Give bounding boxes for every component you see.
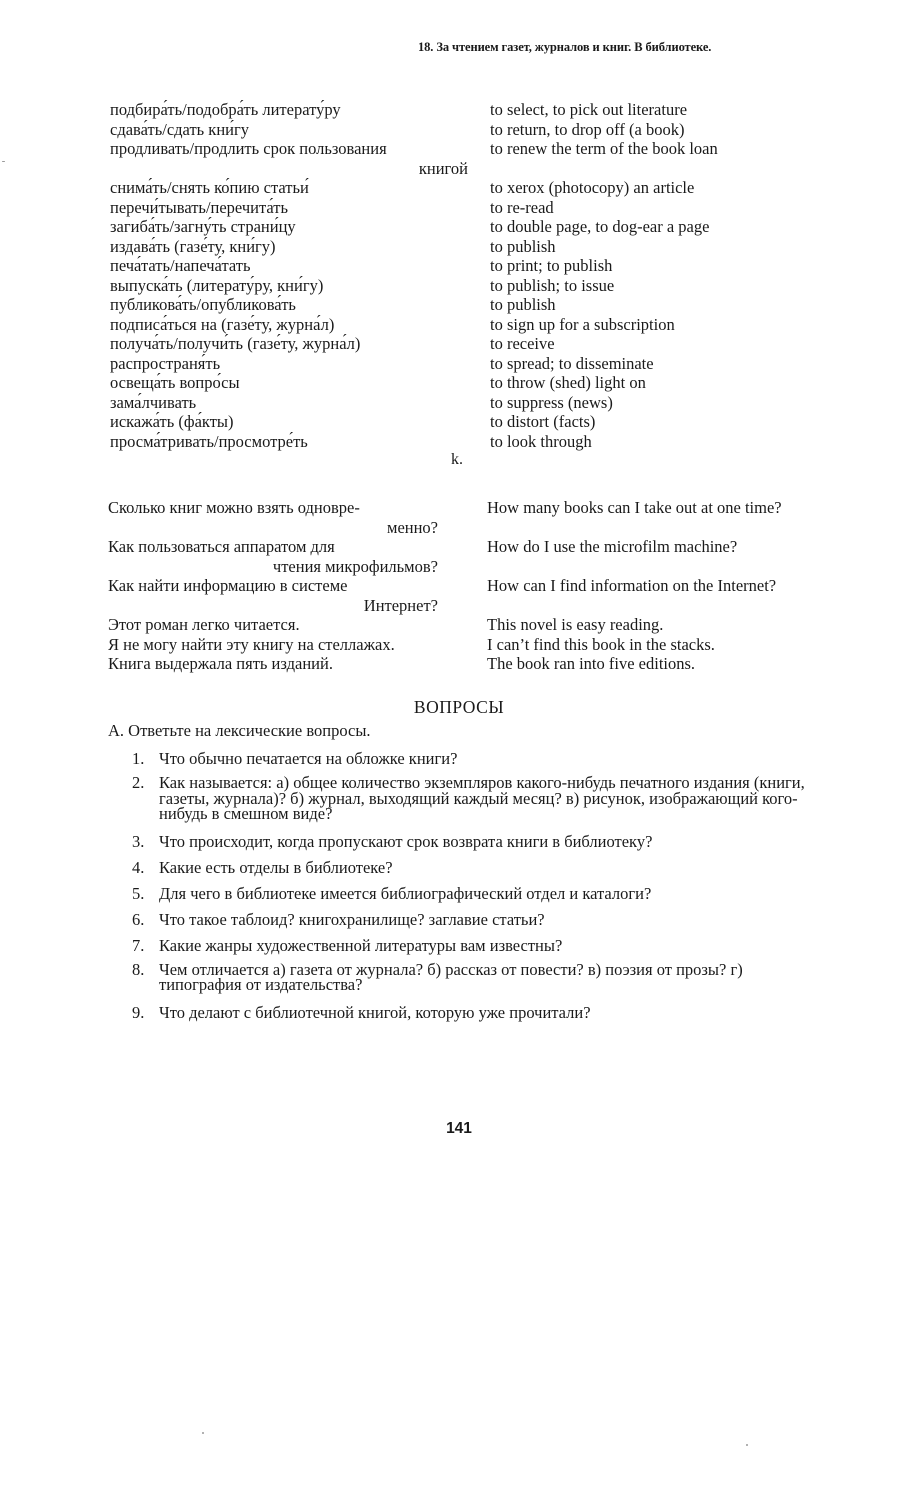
vocab-term-ru: просма́тривать/просмотре́ть [110, 431, 308, 451]
question-item [132, 775, 812, 822]
scan-speck [2, 161, 5, 162]
phrase-row [108, 498, 828, 537]
vocab-term-ru: перечи́тывать/перечита́ть [110, 197, 289, 217]
question-list [132, 749, 812, 1029]
question-item [132, 910, 812, 929]
vocab-term-en: to xerox (photocopy) an article [490, 178, 695, 197]
question-number: 4. [132, 857, 145, 877]
scan-speck [746, 1444, 748, 1446]
question-item [132, 1003, 812, 1022]
question-text: Какие жанры художественной литературы вам известны? [159, 935, 563, 955]
question-number: 1. [132, 749, 145, 768]
phrase-en: How do I use the microfilm machine? [487, 537, 738, 556]
running-header: 18. За чтением газет, журналов и книг. В библиотеке. [418, 40, 712, 54]
question-number: 2. [132, 773, 145, 792]
vocab-row [110, 120, 830, 140]
vocab-row [110, 334, 830, 354]
vocab-term-ru: сдава́ть/сдать кни́гу [110, 119, 250, 139]
vocab-term-ru: подбира́ть/подобра́ть литерату́ру [110, 100, 341, 119]
vocab-term-ru: выпуска́ть (литерату́ру, кни́гу) [110, 275, 324, 295]
vocab-term-ru: снима́ть/снять ко́пию статьи́ [110, 178, 309, 197]
question-text: Чем отличается а) газета от журнала? б) рассказ от повести? в) поэзия от прозы? г) типография от издательства? [159, 959, 743, 994]
vocab-term-en: to sign up for a subscription [490, 314, 675, 334]
question-text: Как называется: а) общее количество экземпляров какого-нибудь печатного издания (книги, газеты, журнала)? б) журнал, выходящий каждый месяц? в) рисунок, изображающий кого-нибудь в смешном виде? [159, 773, 805, 823]
question-item [132, 749, 812, 768]
phrase-ru: Книга выдержала пять изданий. [108, 654, 333, 673]
question-text: Что делают с библиотечной книгой, которую уже прочитали? [159, 1002, 591, 1022]
vocab-term-en: to distort (facts) [490, 412, 596, 431]
phrase-en: I can’t find this book in the stacks. [487, 634, 715, 654]
question-number: 5. [132, 883, 145, 903]
vocab-term-en: to renew the term of the book loan [490, 139, 718, 158]
vocab-term-ru: зама́лчивать [110, 392, 197, 412]
phrase-ru-wrap: чтения микрофильмов? [272, 556, 438, 576]
page-number: 141 [446, 1120, 472, 1137]
vocab-term-en: to re-read [490, 197, 554, 217]
vocab-term-en: to select, to pick out literature [490, 100, 688, 119]
vocab-row [110, 393, 830, 413]
question-text: Что обычно печатается на обложке книги? [159, 749, 458, 768]
vocab-term-en: to receive [490, 334, 555, 353]
question-number: 9. [132, 1002, 145, 1022]
vocab-term-ru: подписа́ться на (газе́ту, журна́л) [110, 314, 335, 334]
vocab-row [110, 315, 830, 335]
question-item [132, 884, 812, 903]
vocab-term-ru-wrap: книгой [418, 158, 468, 178]
stray-mark: k. [451, 451, 463, 468]
phrase-ru [108, 537, 460, 576]
question-number: 8. [132, 959, 145, 979]
vocab-term-ru: искажа́ть (фа́кты) [110, 412, 234, 431]
vocab-row [110, 432, 830, 452]
phrase-row [108, 654, 828, 674]
vocab-term-en: to print; to publish [490, 256, 613, 275]
phrase-en: The book ran into five editions. [487, 654, 696, 673]
task-heading: А. Ответьте на лексические вопросы. [108, 721, 371, 740]
vocab-term-en: to publish; to issue [490, 275, 615, 295]
vocab-row [110, 354, 830, 374]
vocab-row [110, 373, 830, 393]
vocab-term-ru: распространя́ть [110, 353, 221, 373]
question-text: Какие есть отделы в библиотеке? [159, 857, 393, 877]
vocab-term-ru: издава́ть (газе́ту, кни́гу) [110, 236, 276, 256]
phrase-ru-wrap: менно? [387, 517, 438, 537]
vocab-term-ru: печа́тать/напеча́тать [110, 256, 251, 275]
phrase-ru-line: Как пользоваться аппаратом для [108, 537, 335, 556]
question-number: 6. [132, 909, 145, 929]
vocab-term-en: to throw (shed) light on [490, 373, 646, 392]
question-number: 7. [132, 935, 145, 955]
vocab-term-en: to return, to drop off (a book) [490, 119, 685, 139]
vocab-term-en: to publish [490, 295, 556, 314]
vocab-row [110, 100, 830, 120]
phrase-row [108, 635, 828, 655]
vocabulary-list [110, 100, 830, 451]
vocab-term-ru [110, 139, 470, 178]
question-text: Для чего в библиотеке имеется библиографический отдел и каталоги? [159, 883, 652, 903]
vocab-term-en: to publish [490, 236, 556, 256]
phrase-ru-line: Как найти информацию в системе [108, 576, 348, 595]
phrase-row [108, 576, 828, 615]
vocab-term-ru: освеща́ть вопро́сы [110, 373, 240, 392]
section-title: ВОПРОСЫ [413, 697, 505, 717]
vocab-row [110, 198, 830, 218]
question-number: 3. [132, 831, 145, 851]
question-text: Что такое таблоид? книгохранилище? заглавие статьи? [159, 909, 545, 929]
phrase-ru: Этот роман легко читается. [108, 615, 300, 634]
question-item [132, 832, 812, 851]
scan-speck [202, 1432, 204, 1434]
vocab-term-en: to spread; to disseminate [490, 353, 654, 373]
phrase-ru [108, 576, 460, 615]
phrase-ru: Я не могу найти эту книгу на стеллажах. [108, 634, 395, 654]
vocab-term-en: to suppress (news) [490, 392, 613, 412]
question-text: Что происходит, когда пропускают срок возврата книги в библиотеку? [159, 831, 653, 851]
vocab-row [110, 139, 830, 178]
vocab-row [110, 295, 830, 315]
question-item [132, 858, 812, 877]
phrase-en: How many books can I take out at one time? [487, 498, 782, 517]
phrase-en: This novel is easy reading. [487, 615, 664, 634]
phrase-ru-line: Сколько книг можно взять одновре- [108, 498, 360, 517]
phrase-row [108, 615, 828, 635]
vocab-row [110, 256, 830, 276]
vocab-row [110, 237, 830, 257]
vocab-term-en: to look through [490, 431, 592, 451]
phrase-ru-wrap: Интернет? [363, 595, 438, 615]
vocab-row [110, 217, 830, 237]
question-item [132, 936, 812, 955]
vocab-term-ru-line: продливать/продлить срок пользования [110, 139, 387, 158]
phrase-list [108, 498, 828, 674]
vocab-term-ru: получа́ть/получи́ть (газе́ту, журна́л) [110, 334, 361, 353]
vocab-row [110, 412, 830, 432]
vocab-row [110, 276, 830, 296]
vocab-term-ru: загиба́ть/загну́ть страни́цу [110, 217, 296, 236]
phrase-row [108, 537, 828, 576]
phrase-ru [108, 498, 460, 537]
vocab-term-ru: публикова́ть/опубликова́ть [110, 295, 296, 314]
phrase-en: How can I find information on the Internet? [487, 576, 777, 595]
vocab-term-en: to double page, to dog-ear a page [490, 217, 710, 236]
vocab-row [110, 178, 830, 198]
question-item [132, 959, 812, 994]
